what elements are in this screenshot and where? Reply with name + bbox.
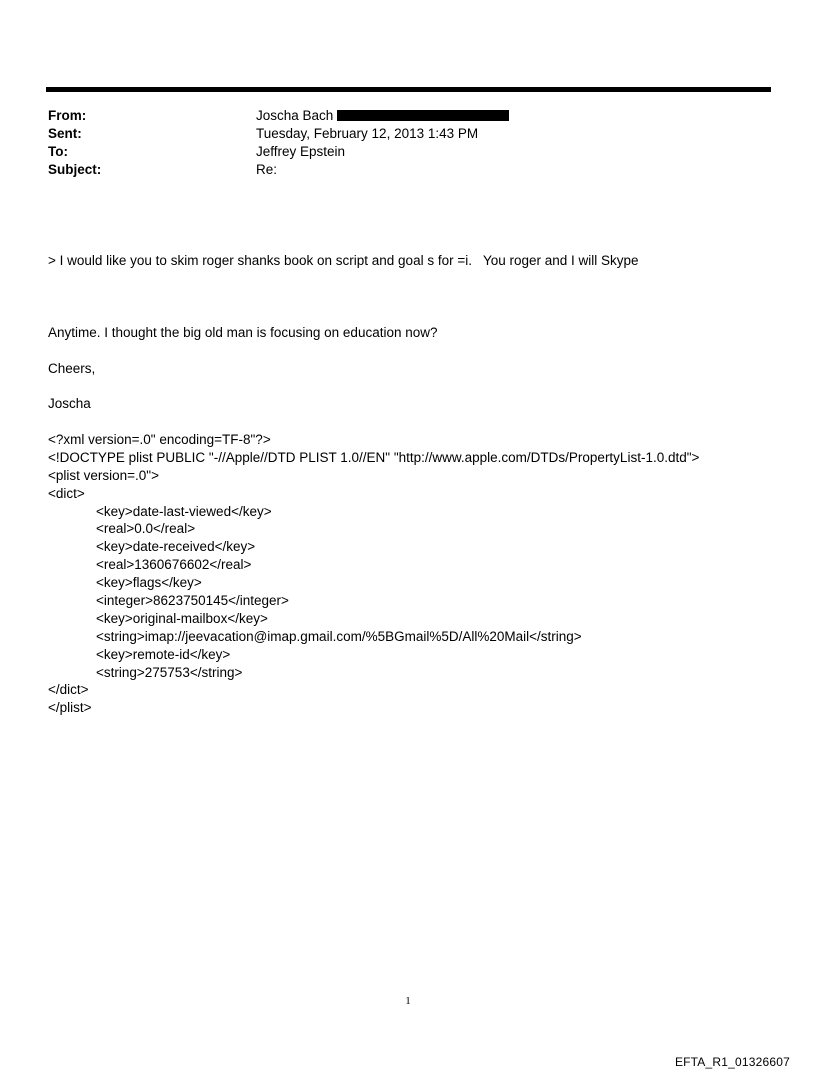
from-value bbox=[256, 107, 509, 125]
plist-line: <integer>8623750145</integer> bbox=[96, 593, 289, 609]
from-name: Joscha Bach bbox=[256, 108, 334, 123]
to-row bbox=[48, 143, 768, 161]
plist-line: <real>1360676602</real> bbox=[96, 557, 252, 573]
redaction-bar bbox=[337, 110, 509, 121]
signature-name: Joscha bbox=[48, 396, 91, 411]
plist-line: <real>0.0</real> bbox=[96, 521, 196, 537]
to-value: Jeffrey Epstein bbox=[256, 144, 346, 159]
plist-line: <key>date-received</key> bbox=[96, 539, 256, 555]
reply-line: Anytime. I thought the big old man is focusing on education now? bbox=[48, 325, 438, 340]
plist-line: <key>original-mailbox</key> bbox=[96, 610, 268, 626]
page-number: 1 bbox=[405, 995, 411, 1007]
quoted-message: > I would like you to skim roger shanks book on script and goal s for =i. You roger and I will Skype bbox=[48, 253, 639, 268]
subject-value: Re: bbox=[256, 162, 278, 177]
plist-line: </dict> bbox=[48, 682, 89, 698]
plist-line: <key>flags</key> bbox=[96, 575, 202, 591]
document-id: EFTA_R1_01326607 bbox=[674, 1055, 790, 1069]
plist-line: <plist version=.0"> bbox=[48, 467, 159, 483]
plist-line: <key>date-last-viewed</key> bbox=[96, 503, 272, 519]
plist-line: <string>imap://jeevacation@imap.gmail.com/%5BGmail%5D/All%20Mail</string> bbox=[96, 628, 582, 644]
plist-line: <!DOCTYPE plist PUBLIC "-//Apple//DTD PLIST 1.0//EN" "http://www.apple.com/DTDs/PropertyList-1.0.dtd"> bbox=[48, 449, 700, 465]
sent-row bbox=[48, 125, 768, 143]
plist-line: <?xml version=.0" encoding=TF-8"?> bbox=[48, 432, 271, 447]
plist-line: <string>275753</string> bbox=[96, 664, 243, 680]
header-divider bbox=[46, 87, 771, 92]
to-label: To: bbox=[48, 144, 68, 159]
from-row bbox=[48, 107, 768, 125]
subject-row bbox=[48, 161, 768, 179]
email-header bbox=[48, 107, 768, 179]
subject-label: Subject: bbox=[48, 162, 102, 177]
sign-off: Cheers, bbox=[48, 361, 96, 376]
sent-label: Sent: bbox=[48, 126, 82, 141]
plist-block bbox=[48, 431, 699, 717]
plist-line: </plist> bbox=[48, 700, 92, 716]
sent-value: Tuesday, February 12, 2013 1:43 PM bbox=[256, 126, 479, 141]
from-label: From: bbox=[48, 108, 87, 123]
plist-line: <key>remote-id</key> bbox=[96, 646, 231, 662]
plist-line: <dict> bbox=[48, 485, 85, 501]
